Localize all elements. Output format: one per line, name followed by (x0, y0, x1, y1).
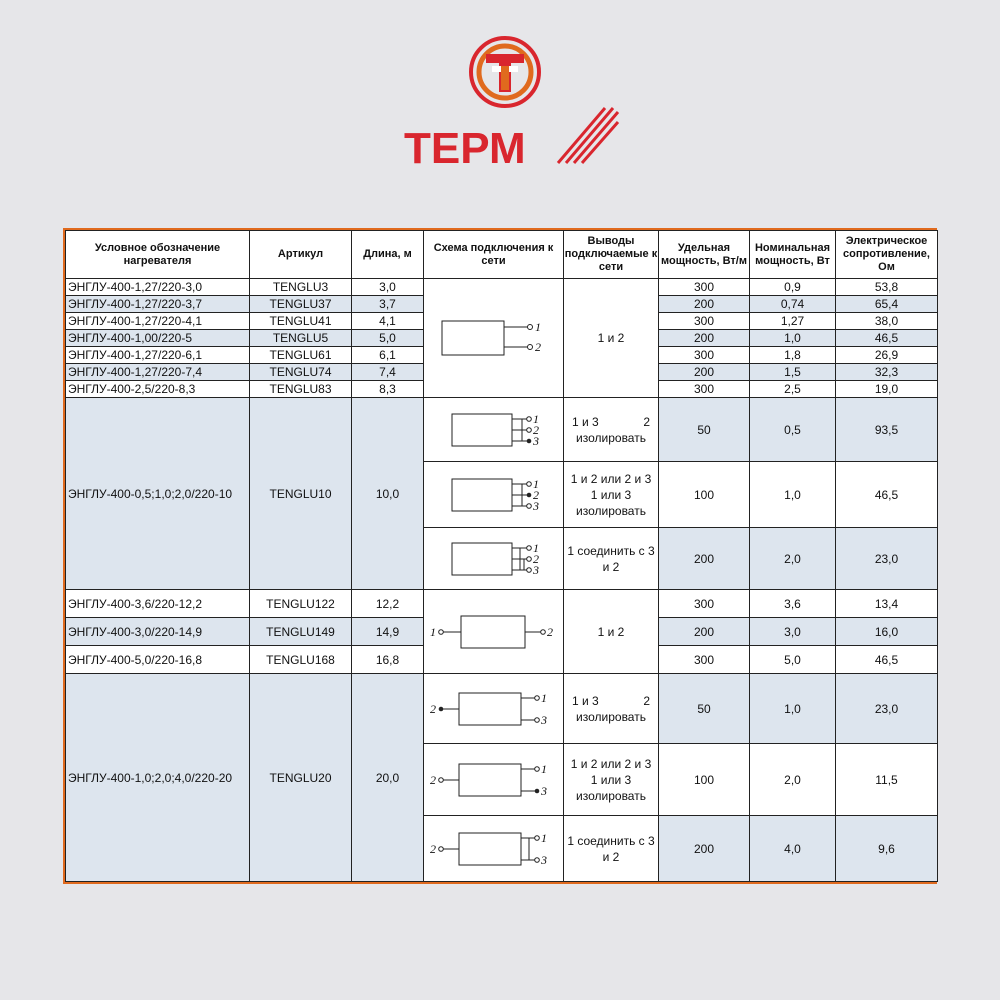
cell-length: 4,1 (352, 313, 424, 330)
pin-label: 1 (540, 830, 547, 845)
cell-length: 5,0 (352, 330, 424, 347)
cell-name: ЭНГЛУ-400-0,5;1,0;2,0/220-10 (66, 398, 250, 590)
cell-nominal-power: 1,8 (750, 347, 836, 364)
pin-label: 3 (532, 433, 539, 448)
cell-specific-power: 300 (659, 590, 750, 618)
pin-label: 2 (429, 841, 436, 856)
cell-specific-power: 200 (659, 618, 750, 646)
cell-leads: 1 и 2 или 2 и 3 1 или 3 изолировать (564, 462, 659, 528)
wiring-diagram-2pin-ends (424, 590, 564, 674)
cell-specific-power: 300 (659, 646, 750, 674)
pin-label: 1 (534, 320, 541, 334)
pin-label: 2 (429, 772, 436, 787)
table-row (66, 590, 938, 618)
cell-nominal-power: 1,5 (750, 364, 836, 381)
cell-name: ЭНГЛУ-400-2,5/220-8,3 (66, 381, 250, 398)
cell-length: 7,4 (352, 364, 424, 381)
cell-length: 20,0 (352, 674, 424, 882)
pin-label: 3 (540, 783, 547, 798)
pin-label: 1 (532, 540, 539, 555)
cell-leads: 1 соединить с 3 и 2 (564, 816, 659, 882)
cell-nominal-power: 2,5 (750, 381, 836, 398)
cell-specific-power: 300 (659, 313, 750, 330)
cell-specific-power: 200 (659, 364, 750, 381)
cell-name: ЭНГЛУ-400-1,27/220-3,7 (66, 296, 250, 313)
cell-nominal-power: 0,9 (750, 279, 836, 296)
table-header-row (66, 231, 938, 279)
cell-length: 16,8 (352, 646, 424, 674)
wiring-diagram-2pin (424, 279, 564, 398)
pin-label: 1 (540, 761, 547, 776)
pin-label: 2 (429, 701, 436, 716)
wiring-diagram-3pin-mid-a (424, 674, 564, 744)
table-row (66, 674, 938, 744)
pin-label: 2 (532, 422, 539, 437)
pin-label: 3 (540, 712, 547, 727)
header-specific-power: Удельная мощность, Вт/м (659, 231, 750, 279)
header-article: Артикул (250, 231, 352, 279)
cell-name: ЭНГЛУ-400-1,0;2,0;4,0/220-20 (66, 674, 250, 882)
pin-label: 1 (540, 690, 547, 705)
cell-name: ЭНГЛУ-400-1,27/220-3,0 (66, 279, 250, 296)
cell-leads: 1 и 2 (564, 590, 659, 674)
cell-specific-power: 300 (659, 347, 750, 364)
cell-name: ЭНГЛУ-400-5,0/220-16,8 (66, 646, 250, 674)
cell-nominal-power: 1,0 (750, 462, 836, 528)
pin-label: 1 (532, 476, 539, 491)
pin-label: 2 (532, 551, 539, 566)
cell-length: 3,7 (352, 296, 424, 313)
wiring-diagram-3pin-a (424, 398, 564, 462)
cell-nominal-power: 1,0 (750, 330, 836, 347)
cell-article: TENGLU74 (250, 364, 352, 381)
header-name: Условное обозначение нагревателя (66, 231, 250, 279)
pin-label: 2 (546, 624, 553, 639)
cell-specific-power: 100 (659, 744, 750, 816)
cell-nominal-power: 3,0 (750, 618, 836, 646)
cell-nominal-power: 5,0 (750, 646, 836, 674)
pin-label: 3 (532, 562, 539, 577)
cell-specific-power: 100 (659, 462, 750, 528)
cell-length: 10,0 (352, 398, 424, 590)
cell-name: ЭНГЛУ-400-3,6/220-12,2 (66, 590, 250, 618)
wiring-diagram-3pin-mid-b (424, 744, 564, 816)
cell-resistance: 23,0 (836, 528, 938, 590)
svg-text:ТЕРМ: ТЕРМ (404, 124, 526, 173)
cell-name: ЭНГЛУ-400-1,27/220-7,4 (66, 364, 250, 381)
cell-length: 8,3 (352, 381, 424, 398)
header-resistance: Электрическое сопротивление, Ом (836, 231, 938, 279)
cell-resistance: 9,6 (836, 816, 938, 882)
cell-specific-power: 200 (659, 816, 750, 882)
cell-name: ЭНГЛУ-400-1,00/220-5 (66, 330, 250, 347)
cell-nominal-power: 1,0 (750, 674, 836, 744)
cell-name: ЭНГЛУ-400-1,27/220-6,1 (66, 347, 250, 364)
cell-article: TENGLU83 (250, 381, 352, 398)
header-leads: Выводы подключаемые к сети (564, 231, 659, 279)
cell-resistance: 46,5 (836, 646, 938, 674)
cell-specific-power: 200 (659, 330, 750, 347)
cell-article: TENGLU5 (250, 330, 352, 347)
cell-resistance: 46,5 (836, 330, 938, 347)
cell-leads: 1 и 2 или 2 и 3 1 или 3 изолировать (564, 744, 659, 816)
term-logo-mark (400, 36, 620, 176)
header-nominal-power: Номинальная мощность, Вт (750, 231, 836, 279)
cell-article: TENGLU37 (250, 296, 352, 313)
cell-specific-power: 200 (659, 528, 750, 590)
cell-article: TENGLU149 (250, 618, 352, 646)
header-scheme: Схема подключения к сети (424, 231, 564, 279)
cell-resistance: 13,4 (836, 590, 938, 618)
cell-specific-power: 50 (659, 398, 750, 462)
heater-spec-table (63, 228, 937, 884)
cell-resistance: 32,3 (836, 364, 938, 381)
cell-resistance: 93,5 (836, 398, 938, 462)
cell-nominal-power: 0,74 (750, 296, 836, 313)
cell-article: TENGLU122 (250, 590, 352, 618)
cell-resistance: 53,8 (836, 279, 938, 296)
cell-article: TENGLU20 (250, 674, 352, 882)
cell-nominal-power: 2,0 (750, 744, 836, 816)
cell-nominal-power: 1,27 (750, 313, 836, 330)
cell-name: ЭНГЛУ-400-3,0/220-14,9 (66, 618, 250, 646)
cell-resistance: 19,0 (836, 381, 938, 398)
cell-leads: 1 и 3 2 изолировать (564, 398, 659, 462)
cell-nominal-power: 0,5 (750, 398, 836, 462)
cell-article: TENGLU41 (250, 313, 352, 330)
cell-resistance: 38,0 (836, 313, 938, 330)
cell-nominal-power: 2,0 (750, 528, 836, 590)
cell-leads: 1 и 2 (564, 279, 659, 398)
cell-resistance: 26,9 (836, 347, 938, 364)
cell-resistance: 65,4 (836, 296, 938, 313)
pin-label: 1 (532, 411, 539, 426)
pin-label: 2 (534, 340, 541, 354)
cell-article: TENGLU3 (250, 279, 352, 296)
cell-length: 12,2 (352, 590, 424, 618)
wiring-diagram-3pin-mid-c (424, 816, 564, 882)
brand-logo (400, 36, 620, 176)
cell-article: TENGLU168 (250, 646, 352, 674)
cell-length: 6,1 (352, 347, 424, 364)
wiring-diagram-3pin-b (424, 462, 564, 528)
cell-nominal-power: 4,0 (750, 816, 836, 882)
cell-leads: 1 и 3 2 изолировать (564, 674, 659, 744)
cell-nominal-power: 3,6 (750, 590, 836, 618)
cell-resistance: 16,0 (836, 618, 938, 646)
pin-label: 3 (540, 852, 547, 867)
cell-specific-power: 300 (659, 381, 750, 398)
cell-leads: 1 соединить с 3 и 2 (564, 528, 659, 590)
pin-label: 2 (532, 487, 539, 502)
pin-label: 1 (429, 624, 436, 639)
pin-label: 3 (532, 498, 539, 513)
cell-specific-power: 300 (659, 279, 750, 296)
wiring-diagram-3pin-c (424, 528, 564, 590)
header-length: Длина, м (352, 231, 424, 279)
cell-resistance: 46,5 (836, 462, 938, 528)
cell-resistance: 23,0 (836, 674, 938, 744)
table-row (66, 398, 938, 462)
cell-article: TENGLU10 (250, 398, 352, 590)
cell-resistance: 11,5 (836, 744, 938, 816)
cell-specific-power: 200 (659, 296, 750, 313)
cell-length: 3,0 (352, 279, 424, 296)
cell-specific-power: 50 (659, 674, 750, 744)
cell-article: TENGLU61 (250, 347, 352, 364)
cell-length: 14,9 (352, 618, 424, 646)
table-row (66, 279, 938, 296)
cell-name: ЭНГЛУ-400-1,27/220-4,1 (66, 313, 250, 330)
